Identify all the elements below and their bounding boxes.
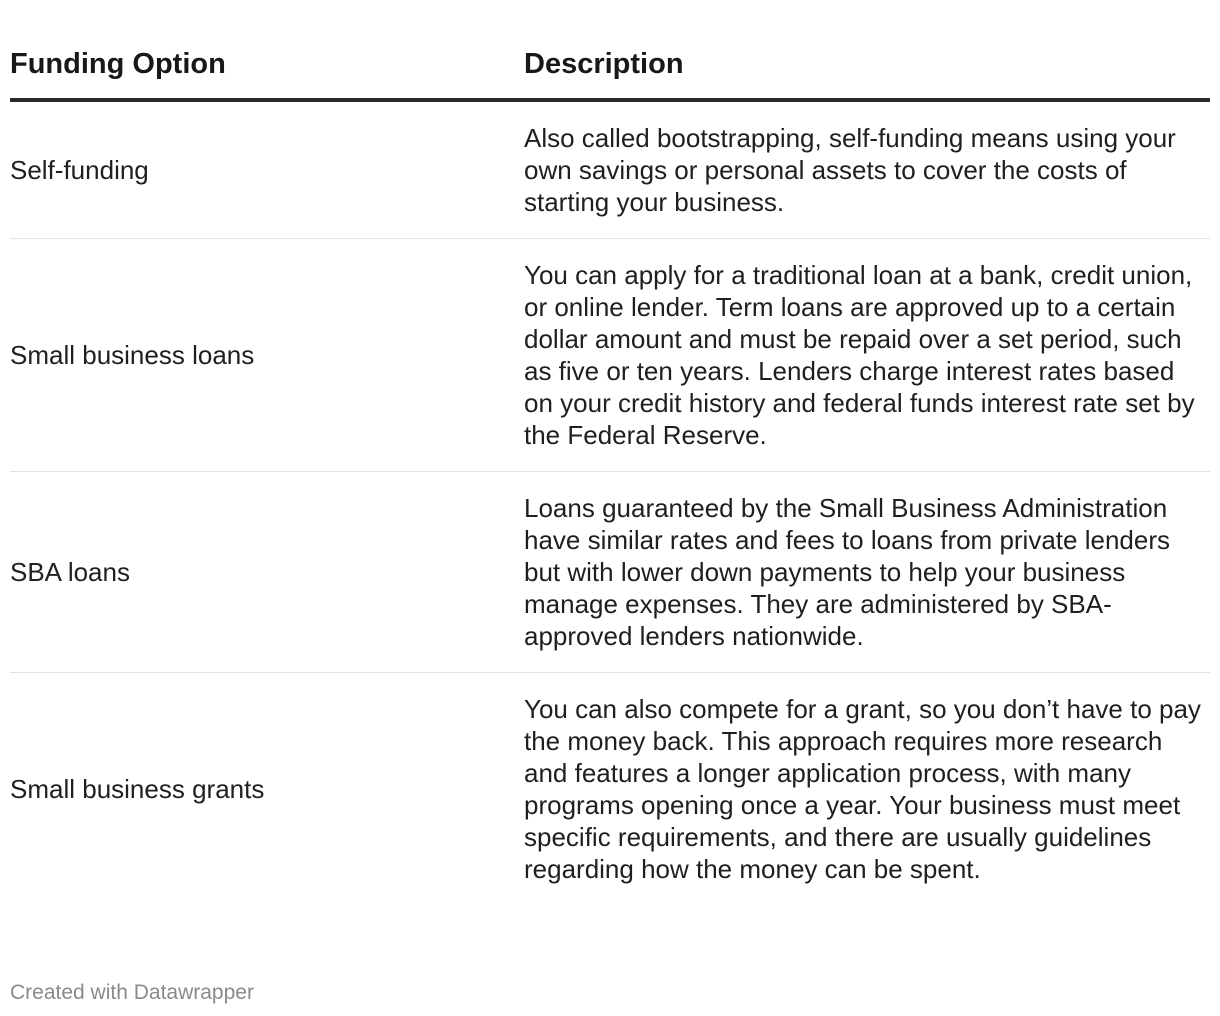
table-row bbox=[10, 472, 1210, 673]
description-cell: Also called bootstrapping, self-funding means using your own savings or personal assets to cover the costs of starting your business. bbox=[524, 100, 1210, 239]
table-row bbox=[10, 100, 1210, 239]
funding-option-cell: Small business loans bbox=[10, 239, 524, 472]
table-header bbox=[10, 40, 1210, 100]
funding-options-table-container bbox=[10, 40, 1210, 905]
description-cell: You can also compete for a grant, so you don’t have to pay the money back. This approach requires more research and features a longer application process, with many programs opening once a year. Your business must meet specific requirements, and there are usually guidelines regarding how the money can be spent. bbox=[524, 694, 1201, 884]
header-row bbox=[10, 40, 1210, 100]
description-cell: You can apply for a traditional loan at a bank, credit union, or online lender. Term loans are approved up to a certain dollar amount and must be repaid over a set period, such as five or ten years. Lenders charge interest rates based on your credit history and federal funds interest rate set by the Federal Reserve. bbox=[524, 239, 1210, 472]
funding-options-table bbox=[10, 40, 1210, 905]
funding-option-cell: Small business grants bbox=[10, 774, 265, 804]
table-body bbox=[10, 100, 1210, 905]
header-description: Description bbox=[524, 40, 1210, 100]
table-row bbox=[10, 239, 1210, 472]
funding-option-cell: Self-funding bbox=[10, 100, 524, 239]
description-cell: Loans guaranteed by the Small Business Administration have similar rates and fees to loans from private lenders but with lower down payments to help your business manage expenses. They are administered by SBA-approved lenders nationwide. bbox=[524, 472, 1210, 673]
header-funding-option: Funding Option bbox=[10, 40, 524, 100]
funding-option-cell: SBA loans bbox=[10, 472, 524, 673]
datawrapper-credit: Created with Datawrapper bbox=[10, 981, 254, 1004]
table-row bbox=[10, 673, 1210, 906]
